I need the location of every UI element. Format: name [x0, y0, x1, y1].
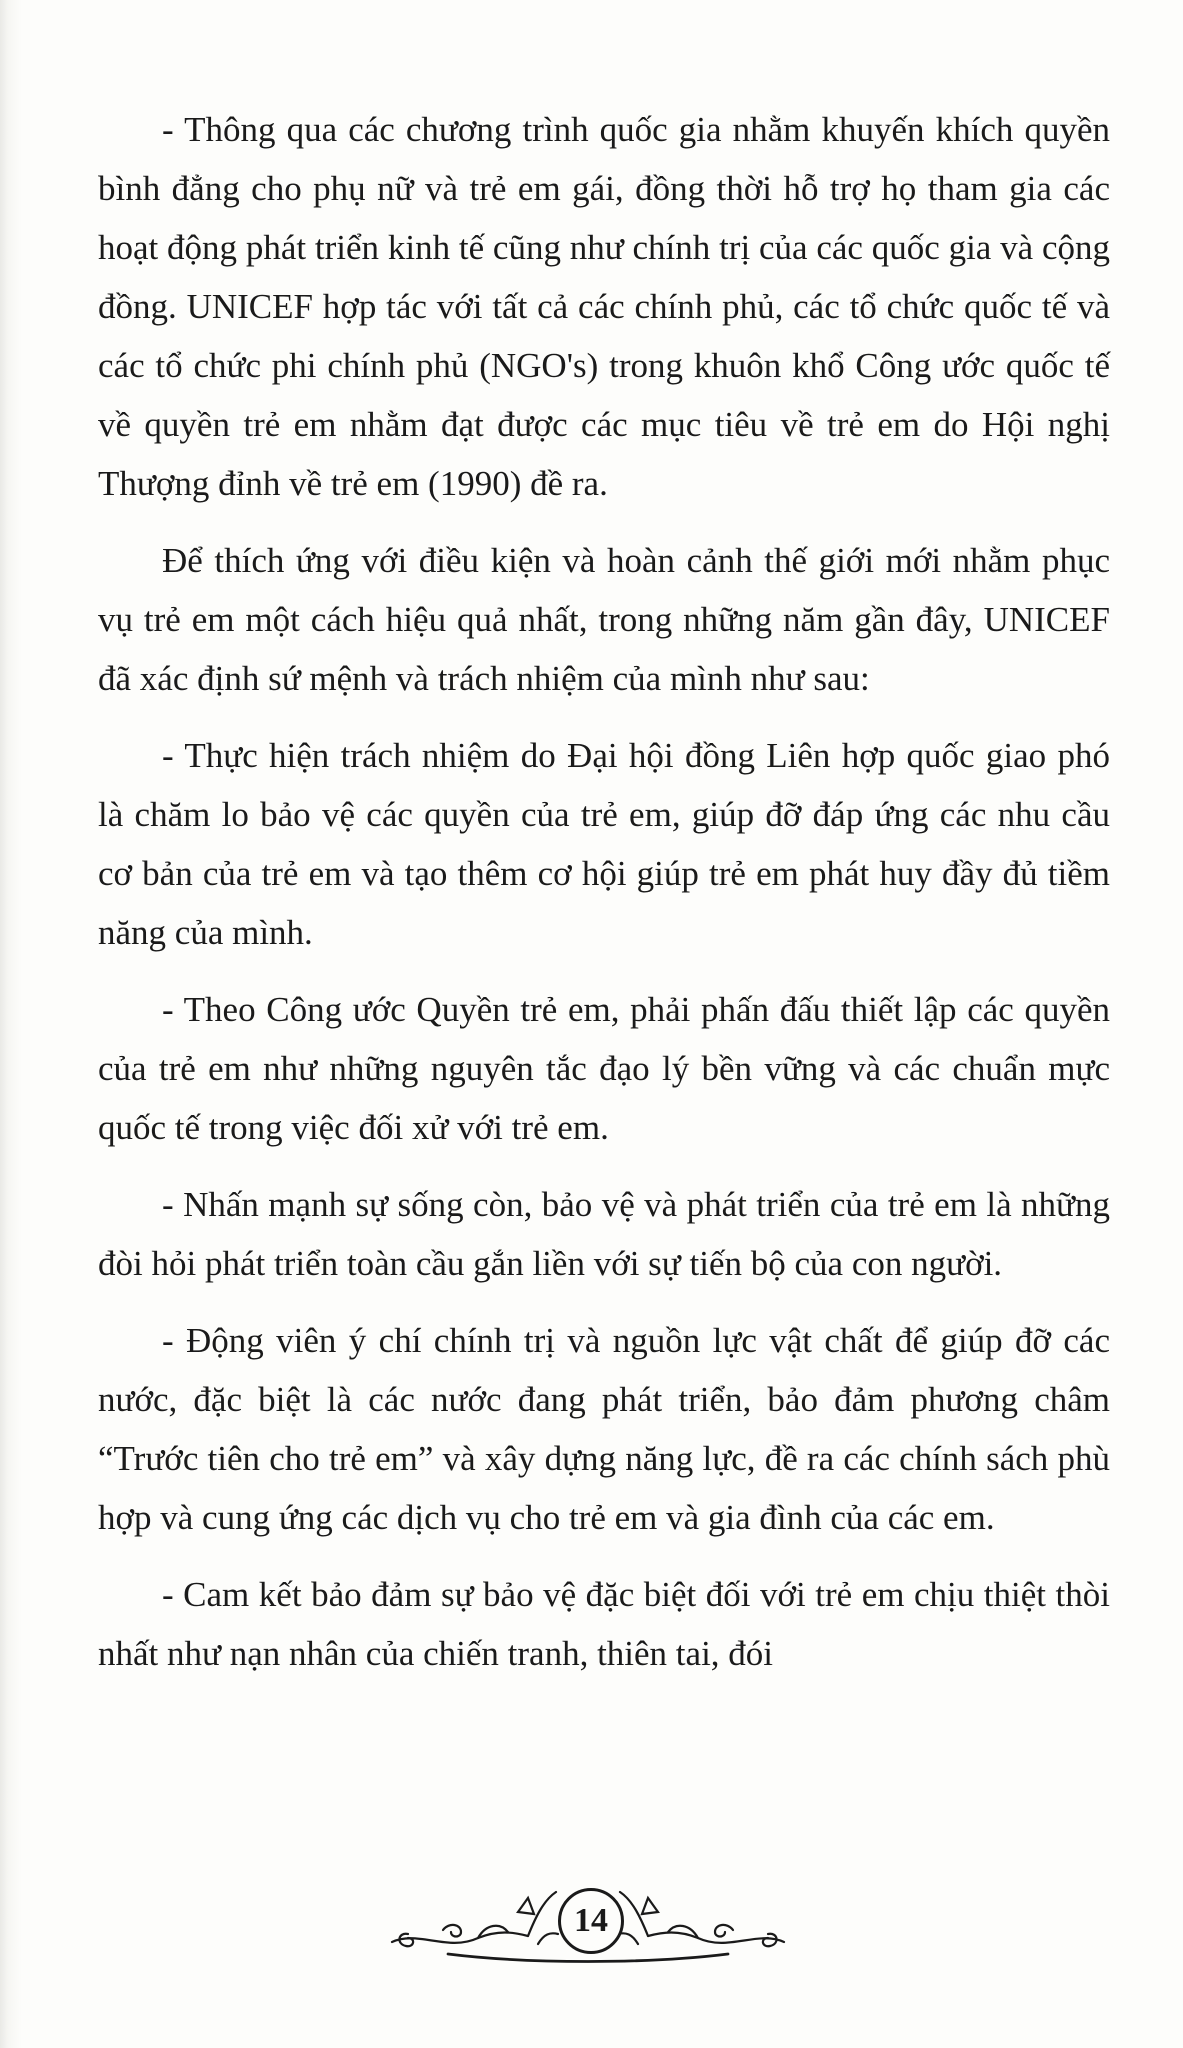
- paragraph-1: - Thông qua các chương trình quốc gia nhằm khuyến khích quyền bình đẳng cho phụ nữ và trẻ em gái, đồng thời hỗ trợ họ tham gia các hoạt động phát triển kinh tế cũng như chính trị của các quốc gia và cộng đồng. UNICEF hợp tác với tất cả các chính phủ, các tổ chức quốc tế và các tổ chức phi chính phủ (NGO's) trong khuôn khổ Công ước quốc tế về quyền trẻ em nhằm đạt được các mục tiêu về trẻ em do Hội nghị Thượng đỉnh về trẻ em (1990) đề ra.: [98, 110, 1110, 503]
- page-number: 14: [558, 1888, 624, 1954]
- page-footer: [388, 1872, 788, 1968]
- body-text: [98, 100, 1110, 1701]
- paragraph-4: - Theo Công ước Quyền trẻ em, phải phấn đấu thiết lập các quyền của trẻ em như những nguyên tắc đạo lý bền vững và các chuẩn mực quốc tế trong việc đối xử với trẻ em.: [98, 990, 1110, 1147]
- paragraph-7: - Cam kết bảo đảm sự bảo vệ đặc biệt đối với trẻ em chịu thiệt thòi nhất như nạn nhân của chiến tranh, thiên tai, đói: [98, 1575, 1110, 1673]
- paragraph-6: - Động viên ý chí chính trị và nguồn lực vật chất để giúp đỡ các nước, đặc biệt là các nước đang phát triển, bảo đảm phương châm “Trước tiên cho trẻ em” và xây dựng năng lực, đề ra các chính sách phù hợp và cung ứng các dịch vụ cho trẻ em và gia đình của các em.: [98, 1321, 1110, 1537]
- paragraph-5: - Nhấn mạnh sự sống còn, bảo vệ và phát triển của trẻ em là những đòi hỏi phát triển toàn cầu gắn liền với sự tiến bộ của con người.: [98, 1185, 1110, 1283]
- paragraph-2: Để thích ứng với điều kiện và hoàn cảnh thế giới mới nhằm phục vụ trẻ em một cách hiệu quả nhất, trong những năm gần đây, UNICEF đã xác định sứ mệnh và trách nhiệm của mình như sau:: [98, 541, 1110, 698]
- paragraph-3: - Thực hiện trách nhiệm do Đại hội đồng Liên hợp quốc giao phó là chăm lo bảo vệ các quyền của trẻ em, giúp đỡ đáp ứng các nhu cầu cơ bản của trẻ em và tạo thêm cơ hội giúp trẻ em phát huy đầy đủ tiềm năng của mình.: [98, 736, 1110, 952]
